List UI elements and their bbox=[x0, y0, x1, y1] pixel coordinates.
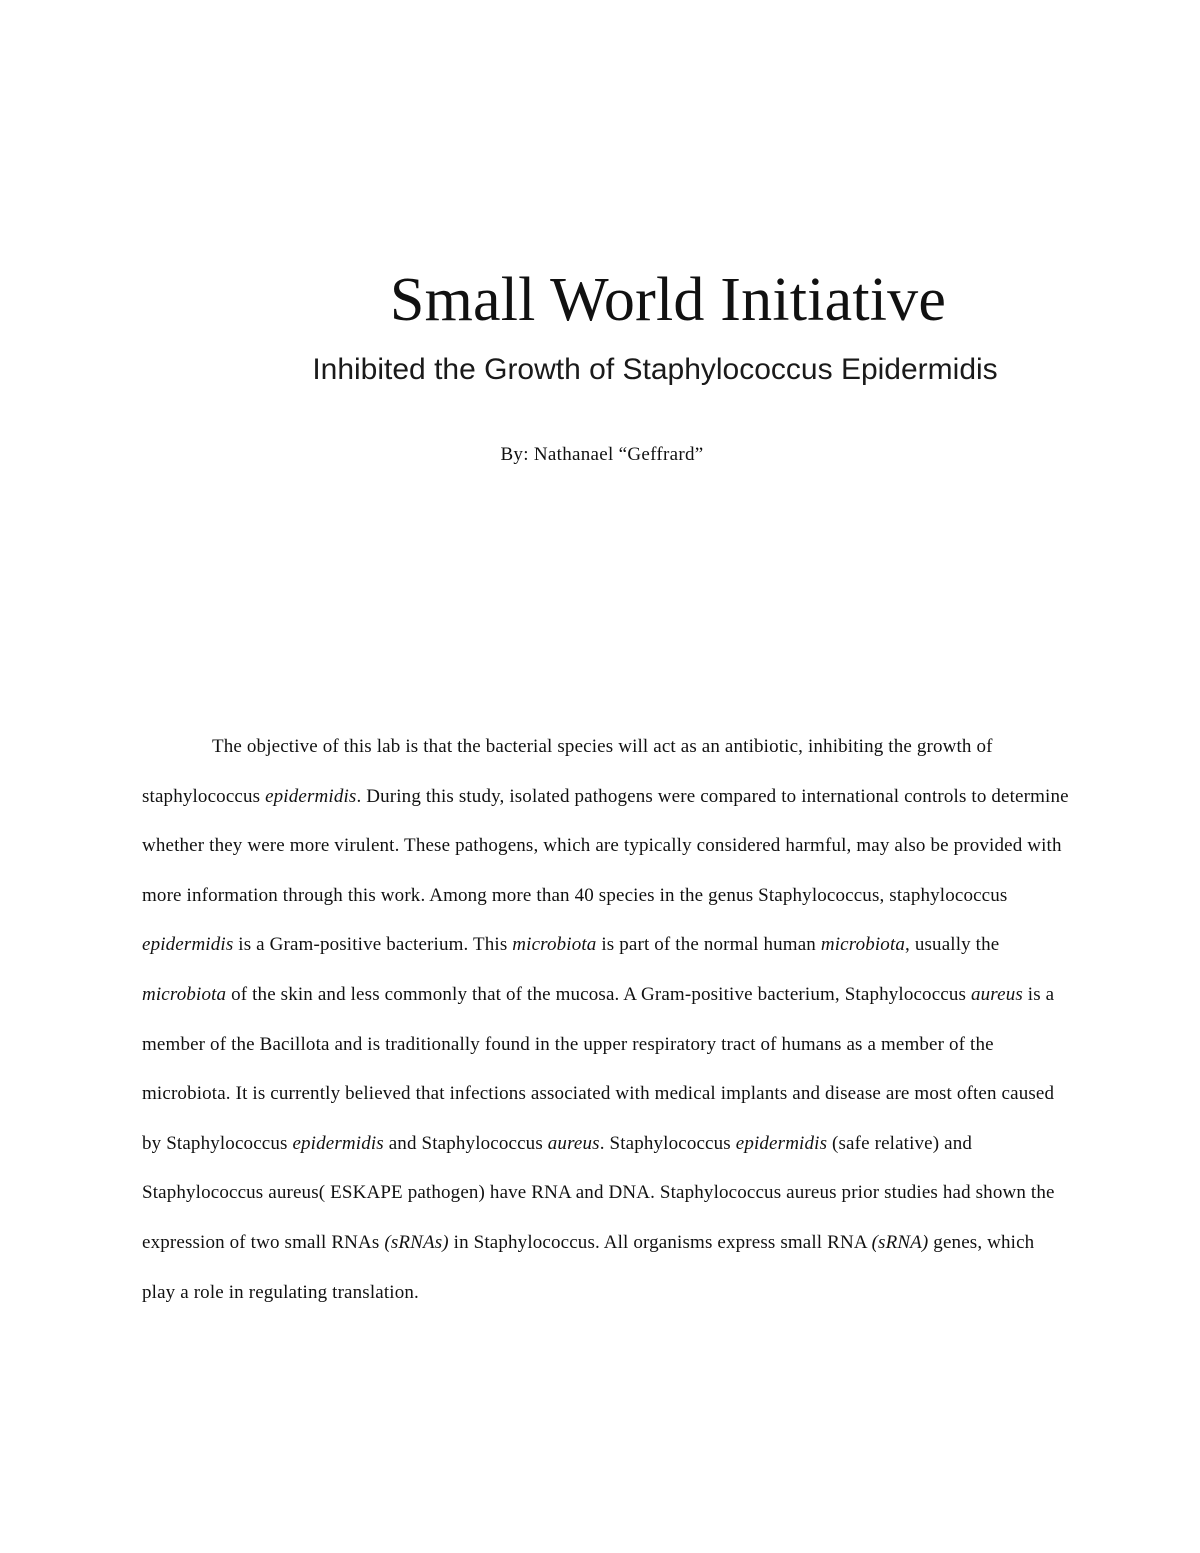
italic-term: epidermidis bbox=[142, 934, 234, 956]
text-run: . During this study, isolated pathogens were compared to international controls to determine whether they were more virulent. These pathogens, which are typically considered harmful, may also be provided with more information through this work. Among more than 40 species in the genus Staphylococcus, staphylococcus bbox=[142, 785, 1069, 906]
italic-term: aureus bbox=[970, 983, 1023, 1005]
document-title: Small World Initiative bbox=[389, 266, 947, 334]
italic-term: microbiota bbox=[142, 983, 227, 1005]
text-run: (safe relative) and Staphylococcus aureus( ESKAPE pathogen) have RNA and DNA. Staphylococcus aureus prior studies had shown the expression of two small RNAs bbox=[142, 1132, 1055, 1253]
text-run: is part of the normal human bbox=[596, 934, 821, 956]
body-paragraph bbox=[142, 722, 1072, 1317]
italic-term: microbiota bbox=[820, 934, 906, 956]
text-run: in Staphylococcus. All organisms express small RNA bbox=[448, 1231, 872, 1253]
italic-term: (sRNAs) bbox=[384, 1231, 449, 1253]
text-run: , usually the bbox=[905, 934, 1000, 956]
text-run: and Staphylococcus bbox=[383, 1132, 548, 1154]
italic-term: epidermidis bbox=[735, 1132, 828, 1154]
document-subtitle: Inhibited the Growth of Staphylococcus Epidermidis bbox=[312, 353, 998, 386]
text-run: genes, which play a role in regulating translation. bbox=[142, 1231, 1035, 1303]
text-run: The objective of this lab is that the bacterial species will act as an antibiotic, inhibiting the growth of staphylococcus bbox=[142, 736, 993, 807]
text-run: . Staphylococcus bbox=[599, 1132, 736, 1154]
italic-term: microbiota bbox=[512, 934, 597, 956]
text-run: is a Gram-positive bacterium. This bbox=[233, 934, 513, 956]
italic-term: epidermidis bbox=[265, 785, 357, 807]
author-byline: By: Nathanael “Geffrard” bbox=[500, 444, 704, 465]
italic-term: aureus bbox=[547, 1132, 600, 1154]
italic-term: epidermidis bbox=[292, 1132, 384, 1154]
italic-term: (sRNA) bbox=[871, 1231, 929, 1253]
text-run: of the skin and less commonly that of the mucosa. A Gram-positive bacterium, Staphylococcus bbox=[226, 983, 971, 1005]
text-run: is a member of the Bacillota and is traditionally found in the upper respiratory tract of humans as a member of the microbiota. It is currently believed that infections associated with medical implants and disease are most often caused by Staphylococcus bbox=[142, 983, 1055, 1154]
